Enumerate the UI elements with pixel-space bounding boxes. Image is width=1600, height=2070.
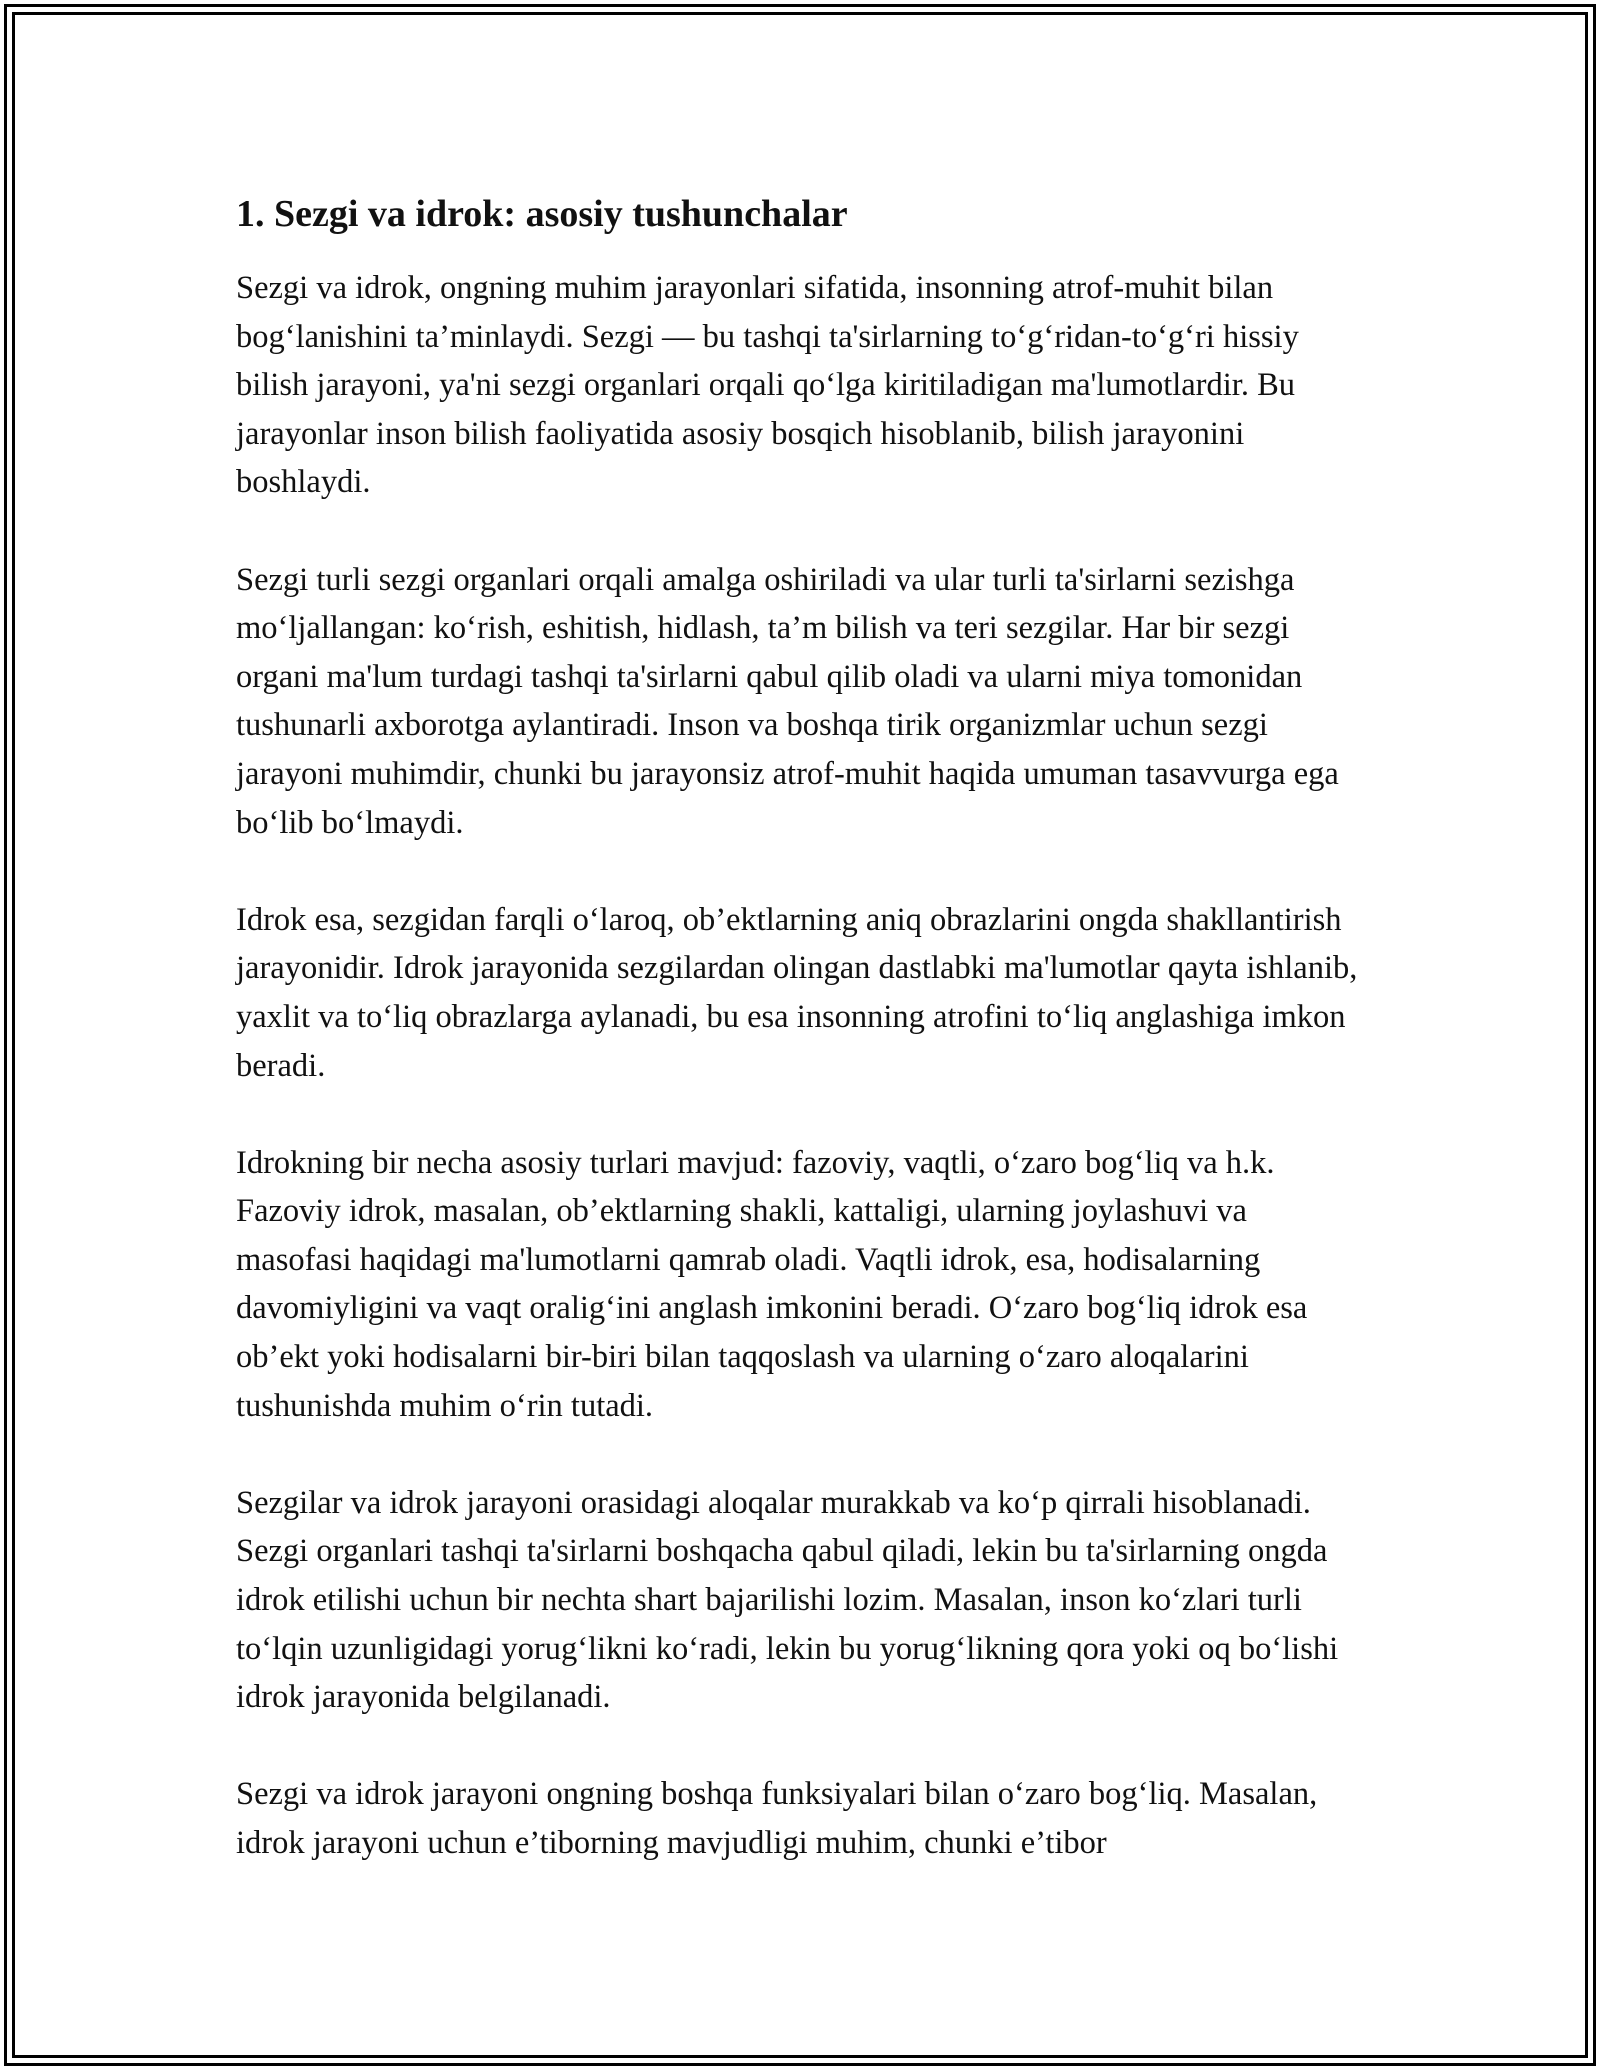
paragraph: Sezgilar va idrok jarayoni orasidagi aloqalar murakkab va ko‘p qirrali hisoblanadi. Sezgi organlari tashqi ta'sirlarni boshqacha qabul qiladi, lekin bu ta'sirlarning ongda idrok etilishi uchun bir nechta shart bajarilishi lozim. Masalan, inson ko‘zlari turli to‘lqin uzunligidagi yorug‘likni ko‘radi, lekin bu yorug‘likning qora yoki oq bo‘lishi idrok jarayonida belgilanadi. bbox=[236, 1484, 1339, 1716]
paragraph: Sezgi va idrok, ongning muhim jarayonlari sifatida, insonning atrof-muhit bilan bog‘lanishini ta’minlaydi. Sezgi — bu tashqi ta'sirlarning to‘g‘ridan-to‘g‘ri hissiy bilish jarayoni, ya'ni sezgi organlari orqali qo‘lga kiritiladigan ma'lumotlardir. Bu jarayonlar inson bilish faoliyatida asosiy bosqich hisoblanib, bilish jarayonini boshlaydi. bbox=[236, 270, 1299, 501]
paragraph: Idrok esa, sezgidan farqli o‘laroq, ob’ektlarning aniq obrazlarini ongda shakllantirish jarayonidir. Idrok jarayonida sezgilardan olingan dastlabki ma'lumotlar qayta ishlanib, yaxlit va to‘liq obrazlarga aylanadi, bu esa insonning atrofini to‘liq anglashiga imkon beradi. bbox=[236, 901, 1358, 1084]
section-title: 1. Sezgi va idrok: asosiy tushunchalar bbox=[236, 193, 848, 235]
paragraph: Sezgi turli sezgi organlari orqali amalga oshiriladi va ular turli ta'sirlarni sezishga mo‘ljallangan: ko‘rish, eshitish, hidlash, ta’m bilish va teri sezgilar. Har bir sezgi organi ma'lum turdagi tashqi ta'sirlarni qabul qilib oladi va ularni miya tomonidan tushunarli axborotga aylantiradi. Inson va boshqa tirik organizmlar uchun sezgi jarayoni muhimdir, chunki bu jarayonsiz atrof-muhit haqida umuman tasavvurga ega bo‘lib bo‘lmaydi. bbox=[236, 561, 1339, 841]
paragraph: Idrokning bir necha asosiy turlari mavjud: fazoviy, vaqtli, o‘zaro bog‘liq va h.k. Fazoviy idrok, masalan, ob’ektlarning shakli, kattaligi, ularning joylashuvi va masofasi haqidagi ma'lumotlarni qamrab oladi. Vaqtli idrok, esa, hodisalarning davomiyligini va vaqt oralig‘ini anglash imkonini beradi. O‘zaro bog‘liq idrok esa ob’ekt yoki hodisalarni bir-biri bilan taqqoslash va ularning o‘zaro aloqalarini tushunishda muhim o‘rin tutadi. bbox=[236, 1144, 1308, 1424]
document-body bbox=[236, 188, 1366, 1916]
paragraph: Sezgi va idrok jarayoni ongning boshqa funksiyalari bilan o‘zaro bog‘liq. Masalan, idrok jarayoni uchun e’tiborning mavjudligi muhim, chunki e’tibor bbox=[236, 1776, 1318, 1861]
